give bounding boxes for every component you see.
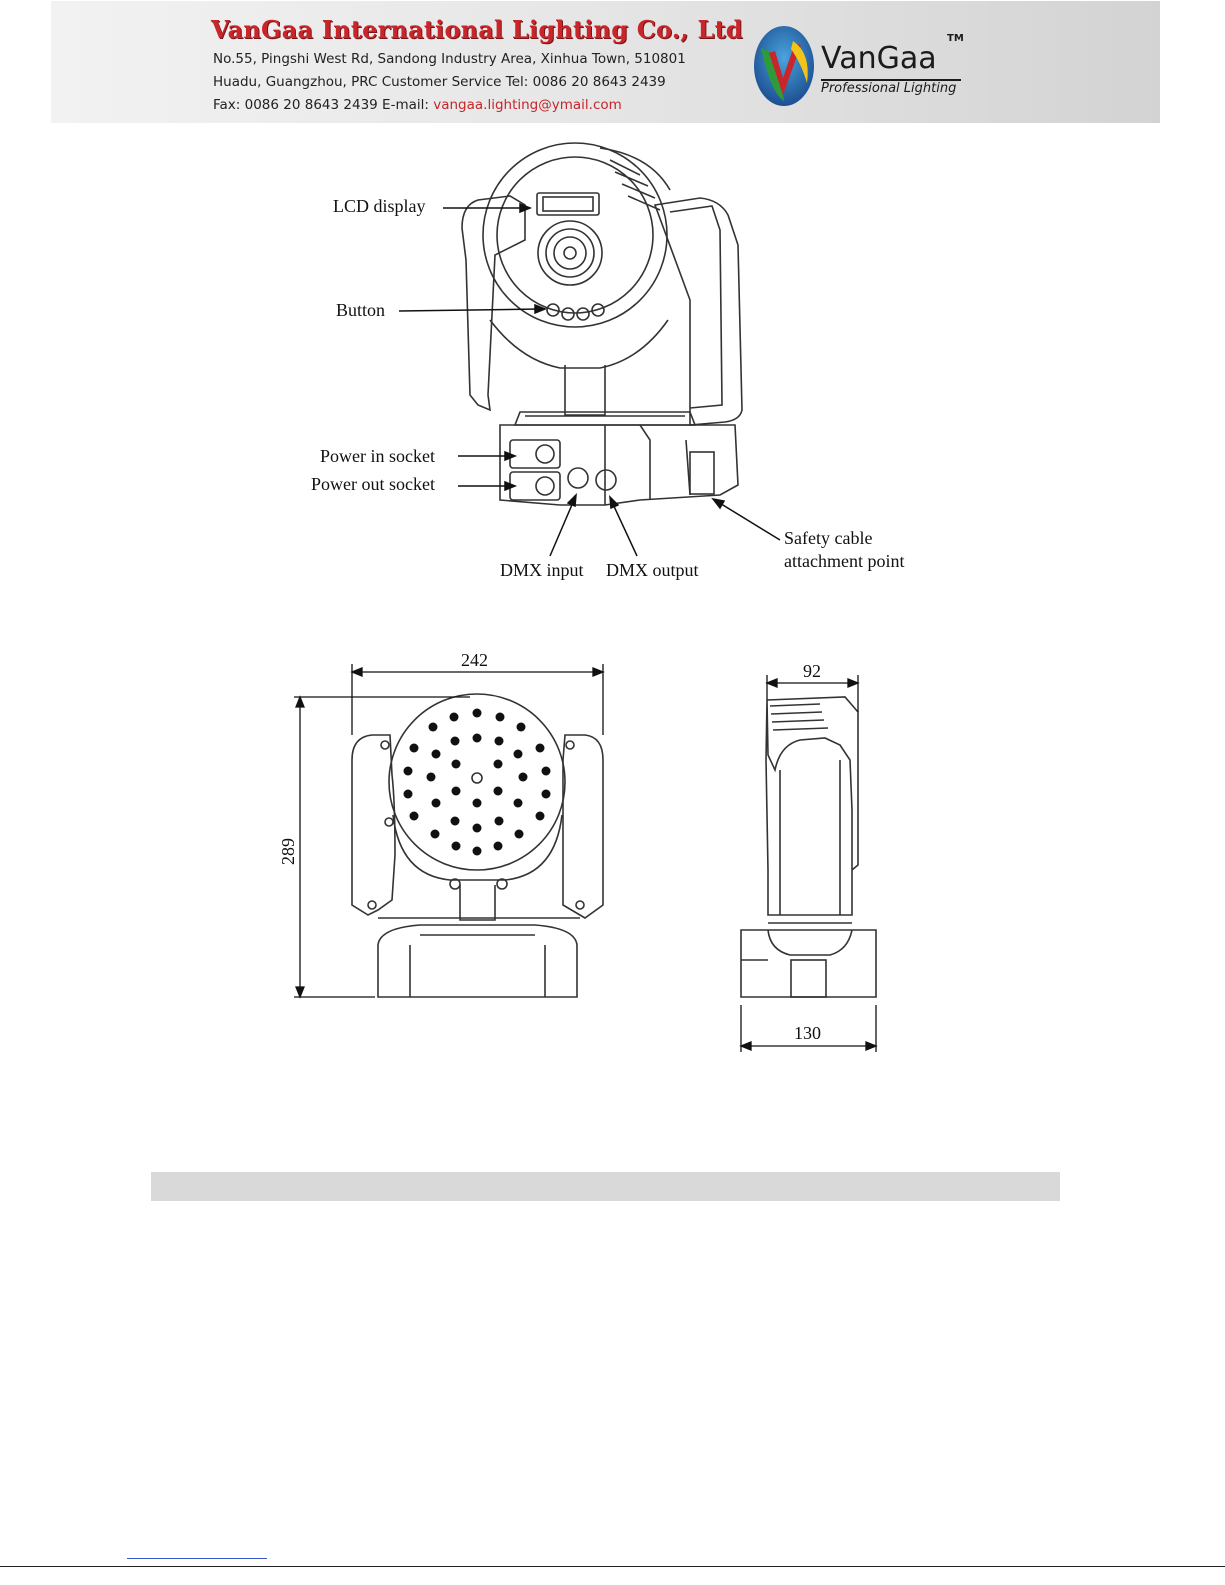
dimension-depth-base: 130 (794, 1023, 821, 1043)
front-dimension-lines (294, 664, 603, 997)
dimension-depth-top: 92 (803, 661, 821, 681)
label-button: Button (336, 300, 386, 320)
dmx-input-connector-icon (568, 468, 588, 488)
power-in-socket-icon (510, 440, 560, 468)
address-line-1: No.55, Pingshi West Rd, Sandong Industry Area, Xinhua Town, 510801 (213, 51, 686, 67)
side-dimension-lines (741, 675, 876, 1052)
fax-label: Fax: 0086 20 8643 2439 E-mail: (213, 97, 434, 113)
fixture-side-view (741, 697, 876, 997)
callout-arrows (399, 204, 780, 556)
label-power-in-socket: Power in socket (320, 446, 435, 466)
email-link[interactable]: vangaa.lighting@ymail.com (433, 97, 622, 113)
down-button-icon (577, 308, 589, 320)
section-heading-bar (151, 1172, 1060, 1201)
label-power-out-socket: Power out socket (311, 474, 435, 494)
company-name: VanGaa International Lighting Co., Ltd (211, 15, 743, 44)
fixture-front-view (352, 694, 603, 997)
dimension-width: 242 (461, 650, 488, 670)
up-button-icon (562, 308, 574, 320)
label-lcd-display: LCD display (333, 196, 426, 216)
label-safety-cable: Safety cable (784, 528, 873, 548)
logo-tagline: Professional Lighting (821, 81, 957, 96)
logo-wordmark: VanGaa (821, 41, 937, 76)
footer-rule (0, 1566, 1225, 1567)
trademark-mark: TM (947, 33, 964, 44)
footer-link-underline (127, 1558, 267, 1559)
label-dmx-output: DMX output (606, 560, 699, 580)
led-lens-array (404, 709, 551, 856)
power-out-socket-icon (510, 472, 560, 500)
address-line-2: Huadu, Guangzhou, PRC Customer Service Tel: 0086 20 8643 2439 (213, 74, 666, 90)
dimension-height: 289 (278, 838, 298, 865)
fixture-perspective-view (462, 143, 742, 505)
safety-cable-attachment-icon (690, 452, 714, 494)
dmx-output-connector-icon (596, 470, 616, 490)
label-attachment-point: attachment point (784, 551, 905, 571)
label-dmx-input: DMX input (500, 560, 584, 580)
